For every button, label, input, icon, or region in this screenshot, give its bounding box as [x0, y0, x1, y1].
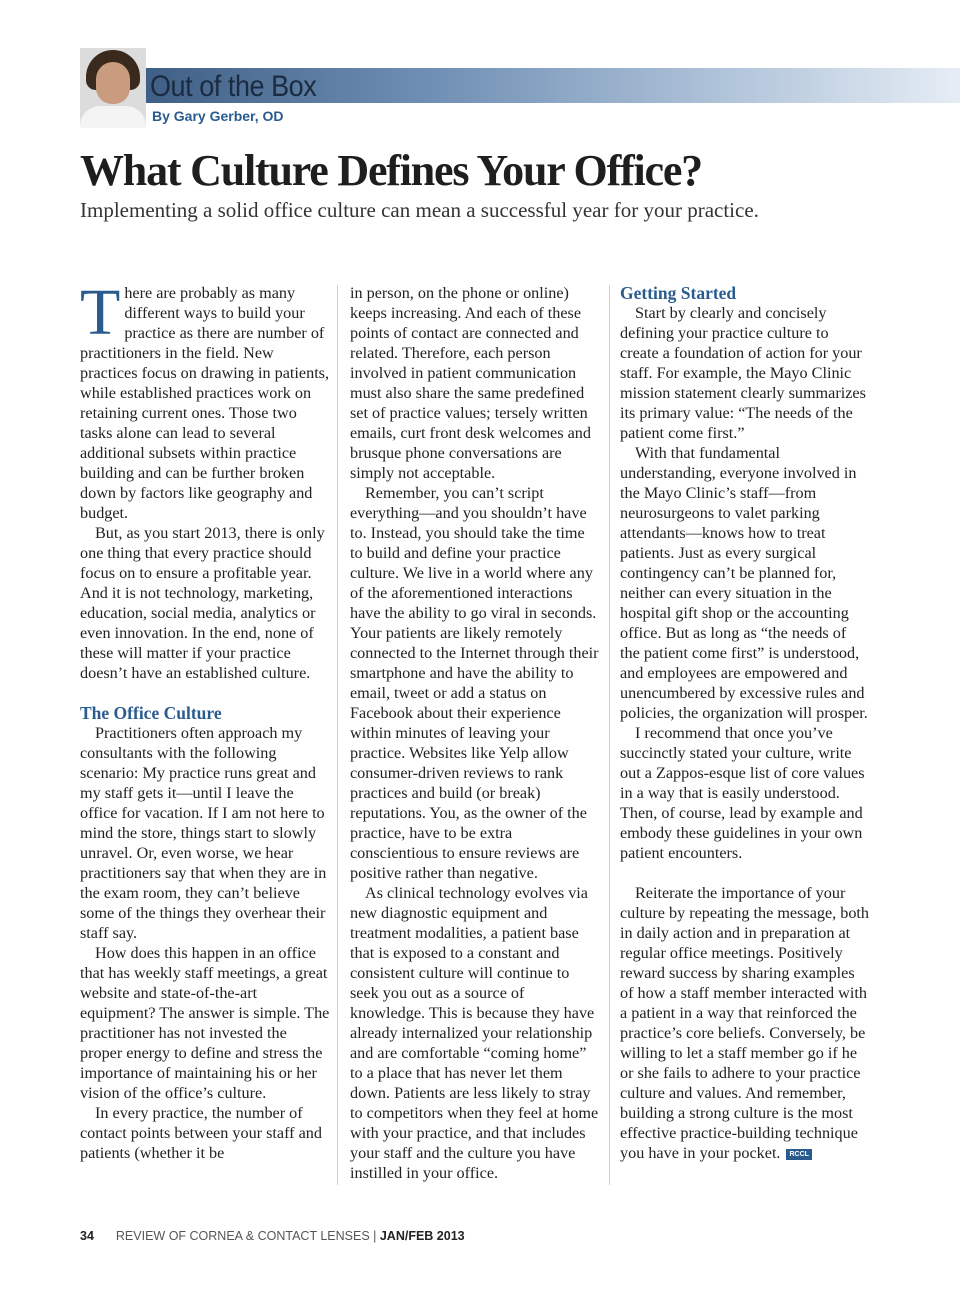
article-column-3: [620, 283, 870, 1163]
page-footer: [80, 1229, 465, 1243]
article-column-2: [350, 283, 600, 1183]
paragraph-text: Reiterate the importance of your culture by repeating the message, both in daily action and in preparation at regular office meetings. Positively reward success by sharing examples of how a staff member interacted with a patient in a way that reinforced the practice’s core beliefs. Conversely, be willing to let a staff member go if he or she fails to adhere to your practice culture and values. And remember, building a strong culture is the most effective practice-building technique you have in your pocket.: [620, 884, 870, 1162]
article-column-1: [80, 276, 330, 1163]
paragraph: [80, 276, 330, 523]
author-photo: [80, 48, 146, 128]
article-deck: Implementing a solid office culture can mean a successful year for your practice.: [80, 198, 759, 222]
issue-date: JAN/FEB 2013: [379, 1229, 465, 1243]
column-divider: [337, 285, 338, 1185]
end-mark-logo: RCCL: [786, 1149, 811, 1160]
paragraph: Start by clearly and concisely defining your practice culture to create a foundation of action for your staff. For example, the Mayo Clinic mission statement clearly summarizes its primary value: “The needs of the patient come first.”: [620, 304, 866, 442]
paragraph: As clinical technology evolves via new diagnostic equipment and treatment modalities, a patient base that is exposed to a constant and consistent culture will continue to seek you out as a source of knowledge. This is because they have already internalized your relationship and are comfortable “coming home” to a place that has never let them down. Patients are less likely to stray to competitors when they feel at home with your practice, and that includes your staff and the culture you have instilled in your office.: [350, 884, 599, 1182]
article-headline: What Culture Defines Your Office?: [80, 146, 702, 195]
paragraph: Remember, you can’t script everything—and you shouldn’t have to. Instead, you should take the time to build and define your practice culture. We live in a world where any of the aforementioned interactions have the ability to go viral in seconds. Your patients are likely remotely connected to the Internet through their smartphone and have the ability to email, tweet or add a status on Facebook about their experience within minutes of leaving your practice. Websites like Yelp allow consumer-driven reviews to rank practices and build (or break) reputations. You, as the owner of the practice, have to be extra conscientious to ensure reviews are positive rather than negative.: [350, 484, 599, 882]
section-heading: The Office Culture: [80, 703, 222, 723]
paragraph: In every practice, the number of contact points between your staff and patients (whether it be: [80, 1104, 322, 1162]
column-divider: [609, 285, 610, 1185]
publication-name: REVIEW OF CORNEA & CONTACT LENSES |: [115, 1229, 380, 1243]
section-heading: Getting Started: [620, 283, 737, 303]
paragraph: But, as you start 2013, there is only one thing that every practice should focus on to ensure a profitable year. And it is not technology, marketing, education, social media, analytics or even innovation. In the end, none of these will matter if your practice doesn’t have an established culture.: [80, 524, 325, 682]
byline: By Gary Gerber, OD: [152, 108, 284, 124]
column-title: Out of the Box: [150, 70, 317, 103]
paragraph: [620, 883, 870, 1163]
paragraph: With that fundamental understanding, everyone involved in the Mayo Clinic’s staff—from neurosurgeons to valet parking attendants—knows how to treat patients. Just as every surgical contingency can’t be planned for, neither can every situation in the hospital gift shop or the accounting office. But as long as “the needs of the patient come first” is understood, and employees are empowered and unencumbered by excessive rules and policies, the organization will prosper.: [620, 444, 868, 722]
author-photo-face: [96, 62, 130, 104]
author-photo-shirt: [80, 106, 146, 128]
paragraph: How does this happen in an office that has weekly staff meetings, a great website and state-of-the-art equipment? The answer is simple. The practitioner has not invested the proper energy to define and stress the importance of maintaining his or her vision of the office’s culture.: [80, 944, 330, 1102]
paragraph-text: here are probably as many different ways to build your practice as there are number of practitioners in the field. New practices focus on drawing in patients, while established practices work on retaining current ones. Those two tasks alone can lead to several additional subsets within practice building and can be further broken down by factors like geography and budget.: [80, 284, 330, 522]
paragraph: I recommend that once you’ve succinctly stated your culture, write out a Zappos-esque list of core values in a way that is easily understood. Then, of course, lead by example and embody these guidelines in your own patient encounters.: [620, 724, 865, 862]
paragraph: Practitioners often approach my consultants with the following scenario: My practice runs great and my staff gets it—until I leave the office for vacation. If I am not here to mind the store, things start to slowly unravel. Or, even worse, we hear practitioners say that when they are in the exam room, they can’t believe some of the things they overhear their staff say.: [80, 724, 327, 942]
paragraph: in person, on the phone or online) keeps increasing. And each of these points of contact are connected and related. Therefore, each person involved in patient communication must also share the same predefined set of practice values; tersely written emails, curt front desk welcomes and brusque phone conversations are simply not acceptable.: [350, 284, 591, 482]
page-number: 34: [80, 1229, 94, 1243]
drop-cap: T: [80, 276, 121, 349]
